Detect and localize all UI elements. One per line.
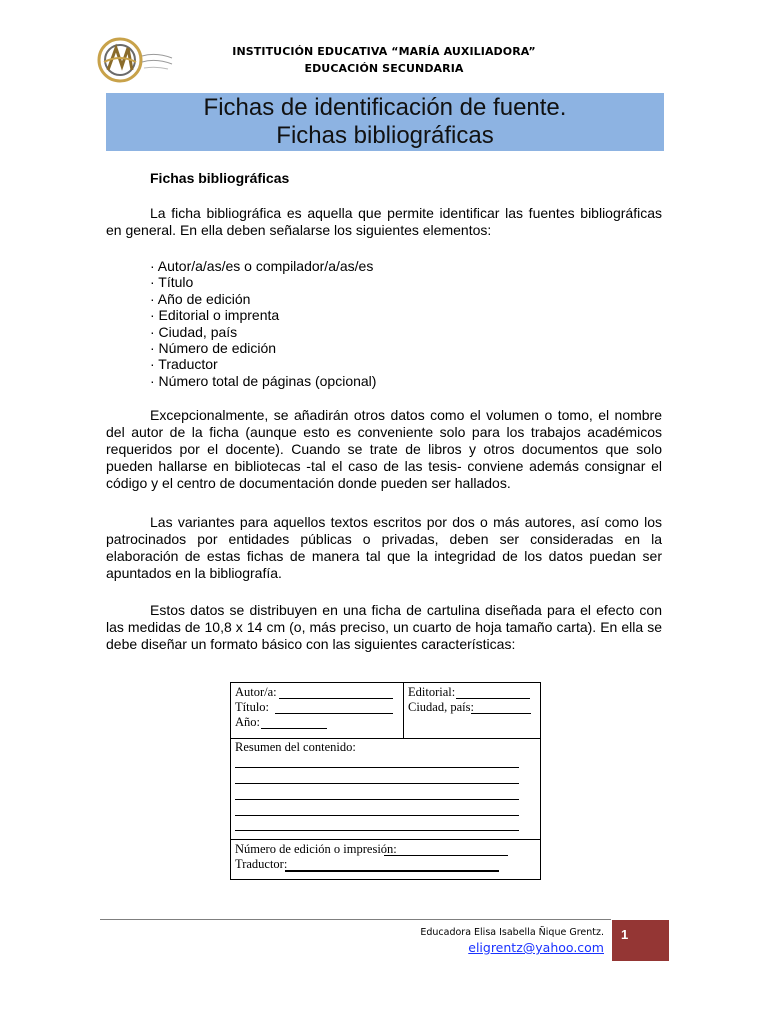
bibliographic-card (230, 682, 541, 880)
card-line-summary (235, 767, 519, 768)
card-label-publisher: Editorial: (408, 685, 456, 699)
title-banner (106, 93, 664, 151)
card-line-title (275, 713, 393, 714)
footer-author: Educadora Elisa Isabella Ñique Grentz. (420, 927, 604, 938)
school-logo (96, 36, 178, 84)
list-item: · Número de edición (150, 340, 277, 357)
card-line-author (279, 698, 393, 699)
intro-text: La ficha bibliográfica es aquella que permite identificar las fuentes bibliográficas en general. En ella deben señalarse los siguientes elementos: (106, 205, 662, 238)
list-item: · Ciudad, país (150, 323, 238, 340)
paragraph-exceptions (106, 407, 662, 492)
banner-title-line1: Fichas de identificación de fuente. (203, 94, 567, 121)
card-line-summary (235, 815, 519, 816)
paragraph-exceptions-text: Excepcionalmente, se añadirán otros datos como el volumen o tomo, el nombre del autor de la ficha (aunque esto es conveniente solo para los trabajos académicos requeridos por el docente). Cuando se trate de libros y otros documentos que solo pueden hallarse en bibliotecas -tal el caso de las tesis- conviene además consignar el código y el centro de documentación donde pueden ser hallados. (106, 407, 662, 491)
education-level: EDUCACIÓN SECUNDARIA (304, 62, 464, 75)
list-item: · Año de edición (150, 290, 251, 307)
card-label-title: Título: (235, 700, 270, 714)
intro-paragraph (106, 205, 662, 239)
card-label-author: Autor/a: (235, 685, 277, 699)
paragraph-variants-text: Las variantes para aquellos textos escritos por dos o más autores, así como los patrocinados por entidades públicas o privadas, deben ser consideradas en la elaboración de estas fichas de manera tal que la integridad de los datos puedan ser apuntados en la bibliografía. (106, 514, 662, 581)
list-item: · Editorial o imprenta (150, 307, 280, 324)
card-divider-bottom (231, 839, 540, 840)
card-line-year (261, 728, 327, 729)
card-line-publisher (456, 698, 530, 699)
card-label-city: Ciudad, país: (408, 700, 474, 714)
list-item: · Número total de páginas (opcional) (150, 372, 377, 389)
card-label-translator: Traductor: (235, 857, 288, 871)
section-title: Fichas bibliográficas (150, 170, 290, 186)
list-item: · Traductor (150, 356, 218, 373)
banner-title-line2: Fichas bibliográficas (276, 122, 494, 149)
list-item: · Autor/a/as/es o compilador/a/as/es (150, 258, 374, 274)
paragraph-format-text: Estos datos se distribuyen en una ficha de cartulina diseñada para el efecto con las medidas de 10,8 x 14 cm (o, más preciso, un cuarto de hoja tamaño carta). En ella se debe diseñar un formato básico con las siguientes características: (106, 602, 662, 652)
card-line-city (471, 713, 531, 714)
card-label-summary: Resumen del contenido: (235, 740, 356, 754)
list-item: · Título (150, 274, 194, 291)
footer-rule (100, 919, 611, 920)
footer-email-link[interactable]: eligrentz@yahoo.com (468, 940, 604, 955)
page-number: 1 (621, 927, 629, 942)
card-divider-top (231, 738, 540, 739)
card-line-summary (235, 830, 519, 831)
elements-list (150, 258, 376, 389)
card-line-translator (285, 870, 499, 872)
institution-name: INSTITUCIÓN EDUCATIVA “MARÍA AUXILIADORA” (232, 45, 536, 58)
card-divider-vertical (403, 683, 404, 738)
paragraph-format (106, 602, 662, 653)
card-line-edition (384, 855, 508, 856)
card-line-summary (235, 783, 519, 784)
card-line-summary (235, 799, 519, 800)
card-label-edition: Número de edición o impresión: (235, 842, 397, 856)
page-number-box (612, 920, 669, 961)
card-label-year: Año: (235, 715, 260, 729)
paragraph-variants (106, 514, 662, 582)
